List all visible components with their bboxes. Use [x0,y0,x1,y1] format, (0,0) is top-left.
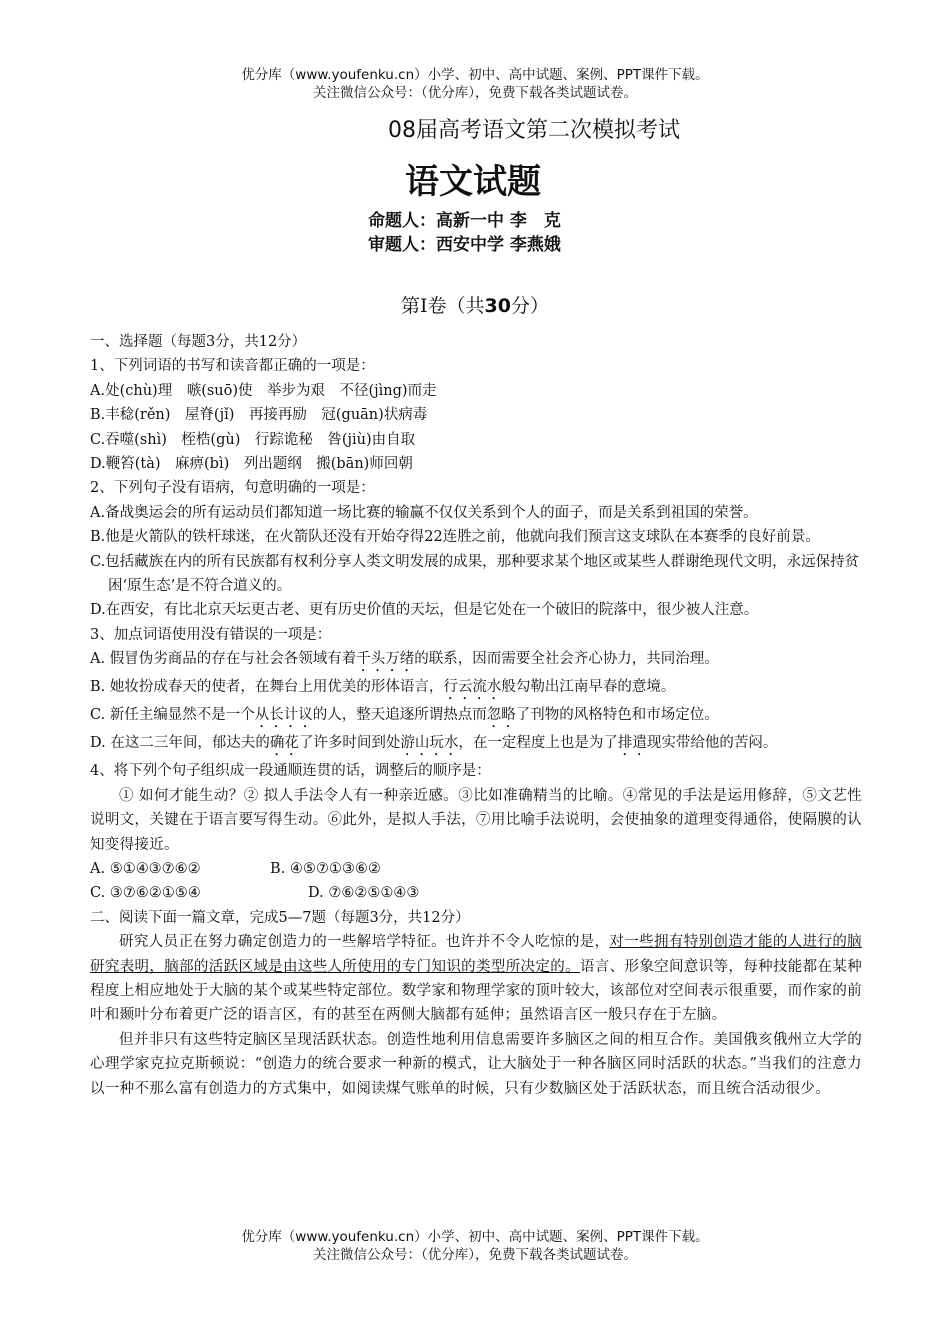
q3b-dotted-word: 行云流水 [443,679,502,696]
p1-text: 研究人员正在努力确定创造力的一些解培学特征。也许并不令人吃惊的是， [119,934,610,951]
q3-option-b [90,675,862,703]
reading-paragraph-2: 但并非只有这些特定脑区呈现活跃状态。创造性地利用信息需要许多脑区之间的相互合作。美国俄亥俄州立大学的心理学家克拉克斯顿说：“创造力的统合要求一种新的模式，让大脑处于一种各脑区同时活跃的状态。”当我们的注意力以一种不那么富有创造力的方式集中，如阅读煤气账单的时候，只有少数脑区处于活跃状态，而且统合活动很少。 [90,1031,862,1097]
q3d-dotted-word-3: 排遣 [617,735,647,752]
q1-option-a: A.处(chù)理 嗾(suō)使 举步为艰 不径(jìng)而走 [90,382,437,399]
q3c-text: C. 新任主编显然不是一个 [90,707,255,724]
page-header [0,66,950,102]
q4-option-d: D. ⑦⑥②⑤①④③ [308,885,420,902]
q1-option-c: C.吞噬(shì) 桎梏(gù) 行踪诡秘 咎(jiù)由自取 [90,431,416,448]
q2-option-b: B.他是火箭队的铁杆球迷，在火箭队还没有开始夺得22连胜之前，他就向我们预言这支球队在本赛季的良好前景。 [90,529,820,546]
q3c-text-end: 了刊物的风格特色和市场定位。 [515,707,719,724]
section-score: 30 [484,295,511,317]
q3c-dotted-word-2: 忽略 [486,707,516,724]
q4-body: ① 如何才能生动？② 拟人手法令人有一种亲近感。③比如准确精当的比喻。④常见的手法是运用修辞，⑤文艺性说明文，关键在于语言要写得生动。⑥此外，是拟人手法，⑦用比喻手法说明，会使抽象的道理变得通俗，使隔膜的认知变得接近。 [90,787,862,853]
p1-text-end: 语言、形象空间意识等，每种技能都在某种程度上相应地处于大脑的某个或某些特定部位。数学家和物理学家的顶叶较大，该部位对空间表示很重要，而作家的前叶和颞叶分布着更广泛的语言区，有的甚至在两侧大脑都有延伸；虽然语言区一般只存在于左脑。 [90,958,862,1024]
q3d-text-end: 现实带给他的苦闷。 [646,735,778,752]
q4-option-c: C. ③⑦⑥②①⑤④ [90,885,201,902]
p1-underlined-sentence: 对一些拥有特别创造才能的人进行的脑研究表明，脑部的活跃区域是由这些人所使用的专门知识的类型所决定的。 [90,934,862,975]
q4-option-a: A. ⑤①④③⑦⑥② [90,860,201,877]
section-heading [0,294,950,318]
q1-option-d: D.鞭笞(tà) 麻痹(bì) 列出题纲 搬(bān)师回朝 [90,456,413,473]
header-line-1: 优分库（www.youfenku.cn）小学、初中、高中试题、案例、PPT课件下载。 [241,67,709,83]
subject-title: 语文试题 [405,162,541,202]
q3a-dotted-word: 千头万绪 [356,651,415,668]
q3-option-d [90,731,862,759]
exam-title: 08届高考语文第二次模拟考试 [388,118,680,143]
q3d-dotted-word: 确花 [269,735,299,752]
setter-line: 命题人：高新一中 李 克 [368,211,561,231]
q3b-text-end: 般勾勒出江南早春的意境。 [501,679,676,696]
q4-options-row-1 [90,857,862,881]
section-prefix: 第Ⅰ卷（共 [401,295,485,317]
q1-stem: 1、下列词语的书写和读音都正确的一项是： [90,358,375,375]
q2-stem: 2、下列句子没有语病，句意明确的一项是： [90,480,375,497]
q4-option-b: B. ④⑤⑦①③⑥② [270,860,381,877]
q1-option-b: B.丰稔(rěn) 屋脊(jǐ) 再接再励 冠(guān)状病毒 [90,407,428,424]
q3a-text-end: 的联系，因而需要全社会齐心协力，共同治理。 [414,651,719,668]
q2-option-d: D.在西安，有比北京天坛更古老、更有历史价值的天坛，但是它处在一个破旧的院落中，很少被人注意。 [90,602,759,619]
q2-option-c: C.包括藏族在内的所有民族都有权利分享人类文明发展的成果，那种要求某个地区或某些人群谢绝现代文明，永远保持贫困‘原生态’是不符合道义的。 [90,553,860,595]
footer-line-2: 关注微信公众号：（优分库），免费下载各类试题试卷。 [313,1247,637,1263]
q3-option-c [90,703,862,731]
q3-stem: 3、加点词语使用没有错误的一项是： [90,626,332,643]
q2-option-a: A.备战奥运会的所有运动员们都知道一场比赛的输赢不仅仅关系到个人的面子，而是关系到祖国的荣誉。 [90,504,758,521]
reading-paragraph-1 [90,930,862,1028]
q4-stem: 4、将下列个句子组织成一段通顺连贯的话，调整后的顺序是： [90,763,491,780]
exam-content [90,330,862,1101]
q3b-text: B. 她妆扮成春天的使者，在舞台上用优美的形体语言， [90,679,444,696]
q4-options-row-2 [90,881,862,905]
q3d-text-mid: 了许多时间到处 [298,735,401,752]
header-line-2: 关注微信公众号：（优分库），免费下载各类试题试卷。 [313,85,637,101]
q3d-text: D. 在这二三年间，郁达夫的 [90,735,270,752]
q3d-text-mid-2: ，在一定程度上也是为了 [458,735,618,752]
q3a-text: A. 假冒伪劣商品的存在与社会各领域有着 [90,651,357,668]
page-footer [0,1228,950,1264]
q3c-dotted-word: 从长计议 [254,707,313,724]
q3d-dotted-word-2: 游山玩水 [400,735,459,752]
q3c-text-mid: 的人，整天追逐所谓热点而 [312,707,487,724]
part2-heading: 二、阅读下面一篇文章，完成5—7题（每题3分，共12分） [90,909,470,926]
footer-line-1: 优分库（www.youfenku.cn）小学、初中、高中试题、案例、PPT课件下载。 [241,1229,709,1245]
section-suffix: 分） [510,295,549,317]
reviewer-line: 审题人：西安中学 李燕娥 [368,235,561,255]
q3-option-a [90,647,862,675]
part1-heading: 一、选择题（每题3分，共12分） [90,334,307,350]
